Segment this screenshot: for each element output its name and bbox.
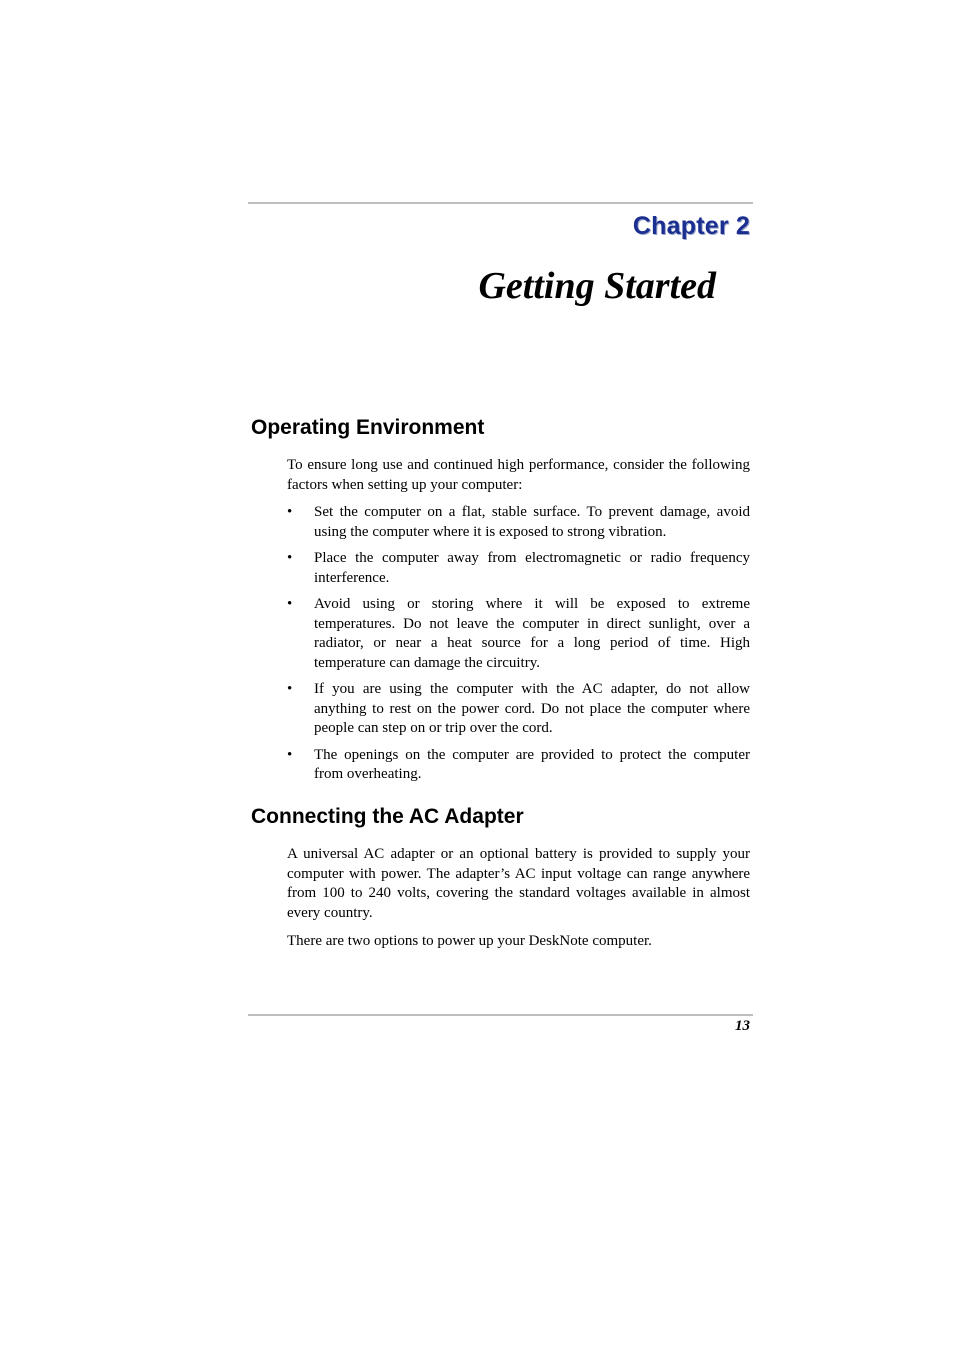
list-item-text: If you are using the computer with the AC adapter, do not allow anything to rest on the power cord. Do not place the computer where people can step on or trip over the cord. bbox=[314, 681, 750, 736]
list-item-text: Avoid using or storing where it will be exposed to extreme temperatures. Do not leave the computer in direct sunlight, over a radiator, or near a heat source for a long period of time. High temperature can damage the circuitry. bbox=[314, 596, 750, 671]
list-item-text: Set the computer on a flat, stable surface. To prevent damage, avoid using the computer where it is exposed to strong vibration. bbox=[314, 504, 750, 540]
top-divider bbox=[248, 202, 753, 204]
list-item bbox=[287, 595, 750, 673]
operating-intro-paragraph: To ensure long use and continued high performance, consider the following factors when setting up your computer: bbox=[287, 457, 750, 493]
operating-factors-list bbox=[287, 503, 750, 785]
list-item bbox=[287, 503, 750, 542]
list-item-text: The openings on the computer are provided to protect the computer from overheating. bbox=[314, 746, 750, 782]
bottom-divider bbox=[248, 1014, 753, 1016]
section-heading-connecting-ac-adapter: Connecting the AC Adapter bbox=[251, 805, 524, 828]
chapter-label: Chapter 2 bbox=[632, 212, 750, 240]
list-item bbox=[287, 549, 750, 588]
bullet-icon: • bbox=[287, 746, 293, 763]
bullet-icon: • bbox=[287, 681, 293, 697]
list-item bbox=[287, 746, 750, 785]
bullet-icon: • bbox=[287, 550, 293, 566]
chapter-title: Getting Started bbox=[478, 265, 716, 307]
adapter-description-paragraph: A universal AC adapter or an optional battery is provided to supply your computer with power. The adapter’s AC input voltage can range anywhere from 100 to 240 volts, covering the standard voltages available in almost every country. bbox=[287, 846, 750, 921]
list-item-text: Place the computer away from electromagnetic or radio frequency interference. bbox=[314, 550, 750, 586]
list-item bbox=[287, 680, 750, 739]
power-options-paragraph: There are two options to power up your DeskNote computer. bbox=[287, 933, 652, 949]
section-heading-operating-environment: Operating Environment bbox=[251, 416, 485, 439]
page-number: 13 bbox=[735, 1018, 750, 1034]
bullet-icon: • bbox=[287, 596, 293, 612]
bullet-icon: • bbox=[287, 504, 293, 520]
